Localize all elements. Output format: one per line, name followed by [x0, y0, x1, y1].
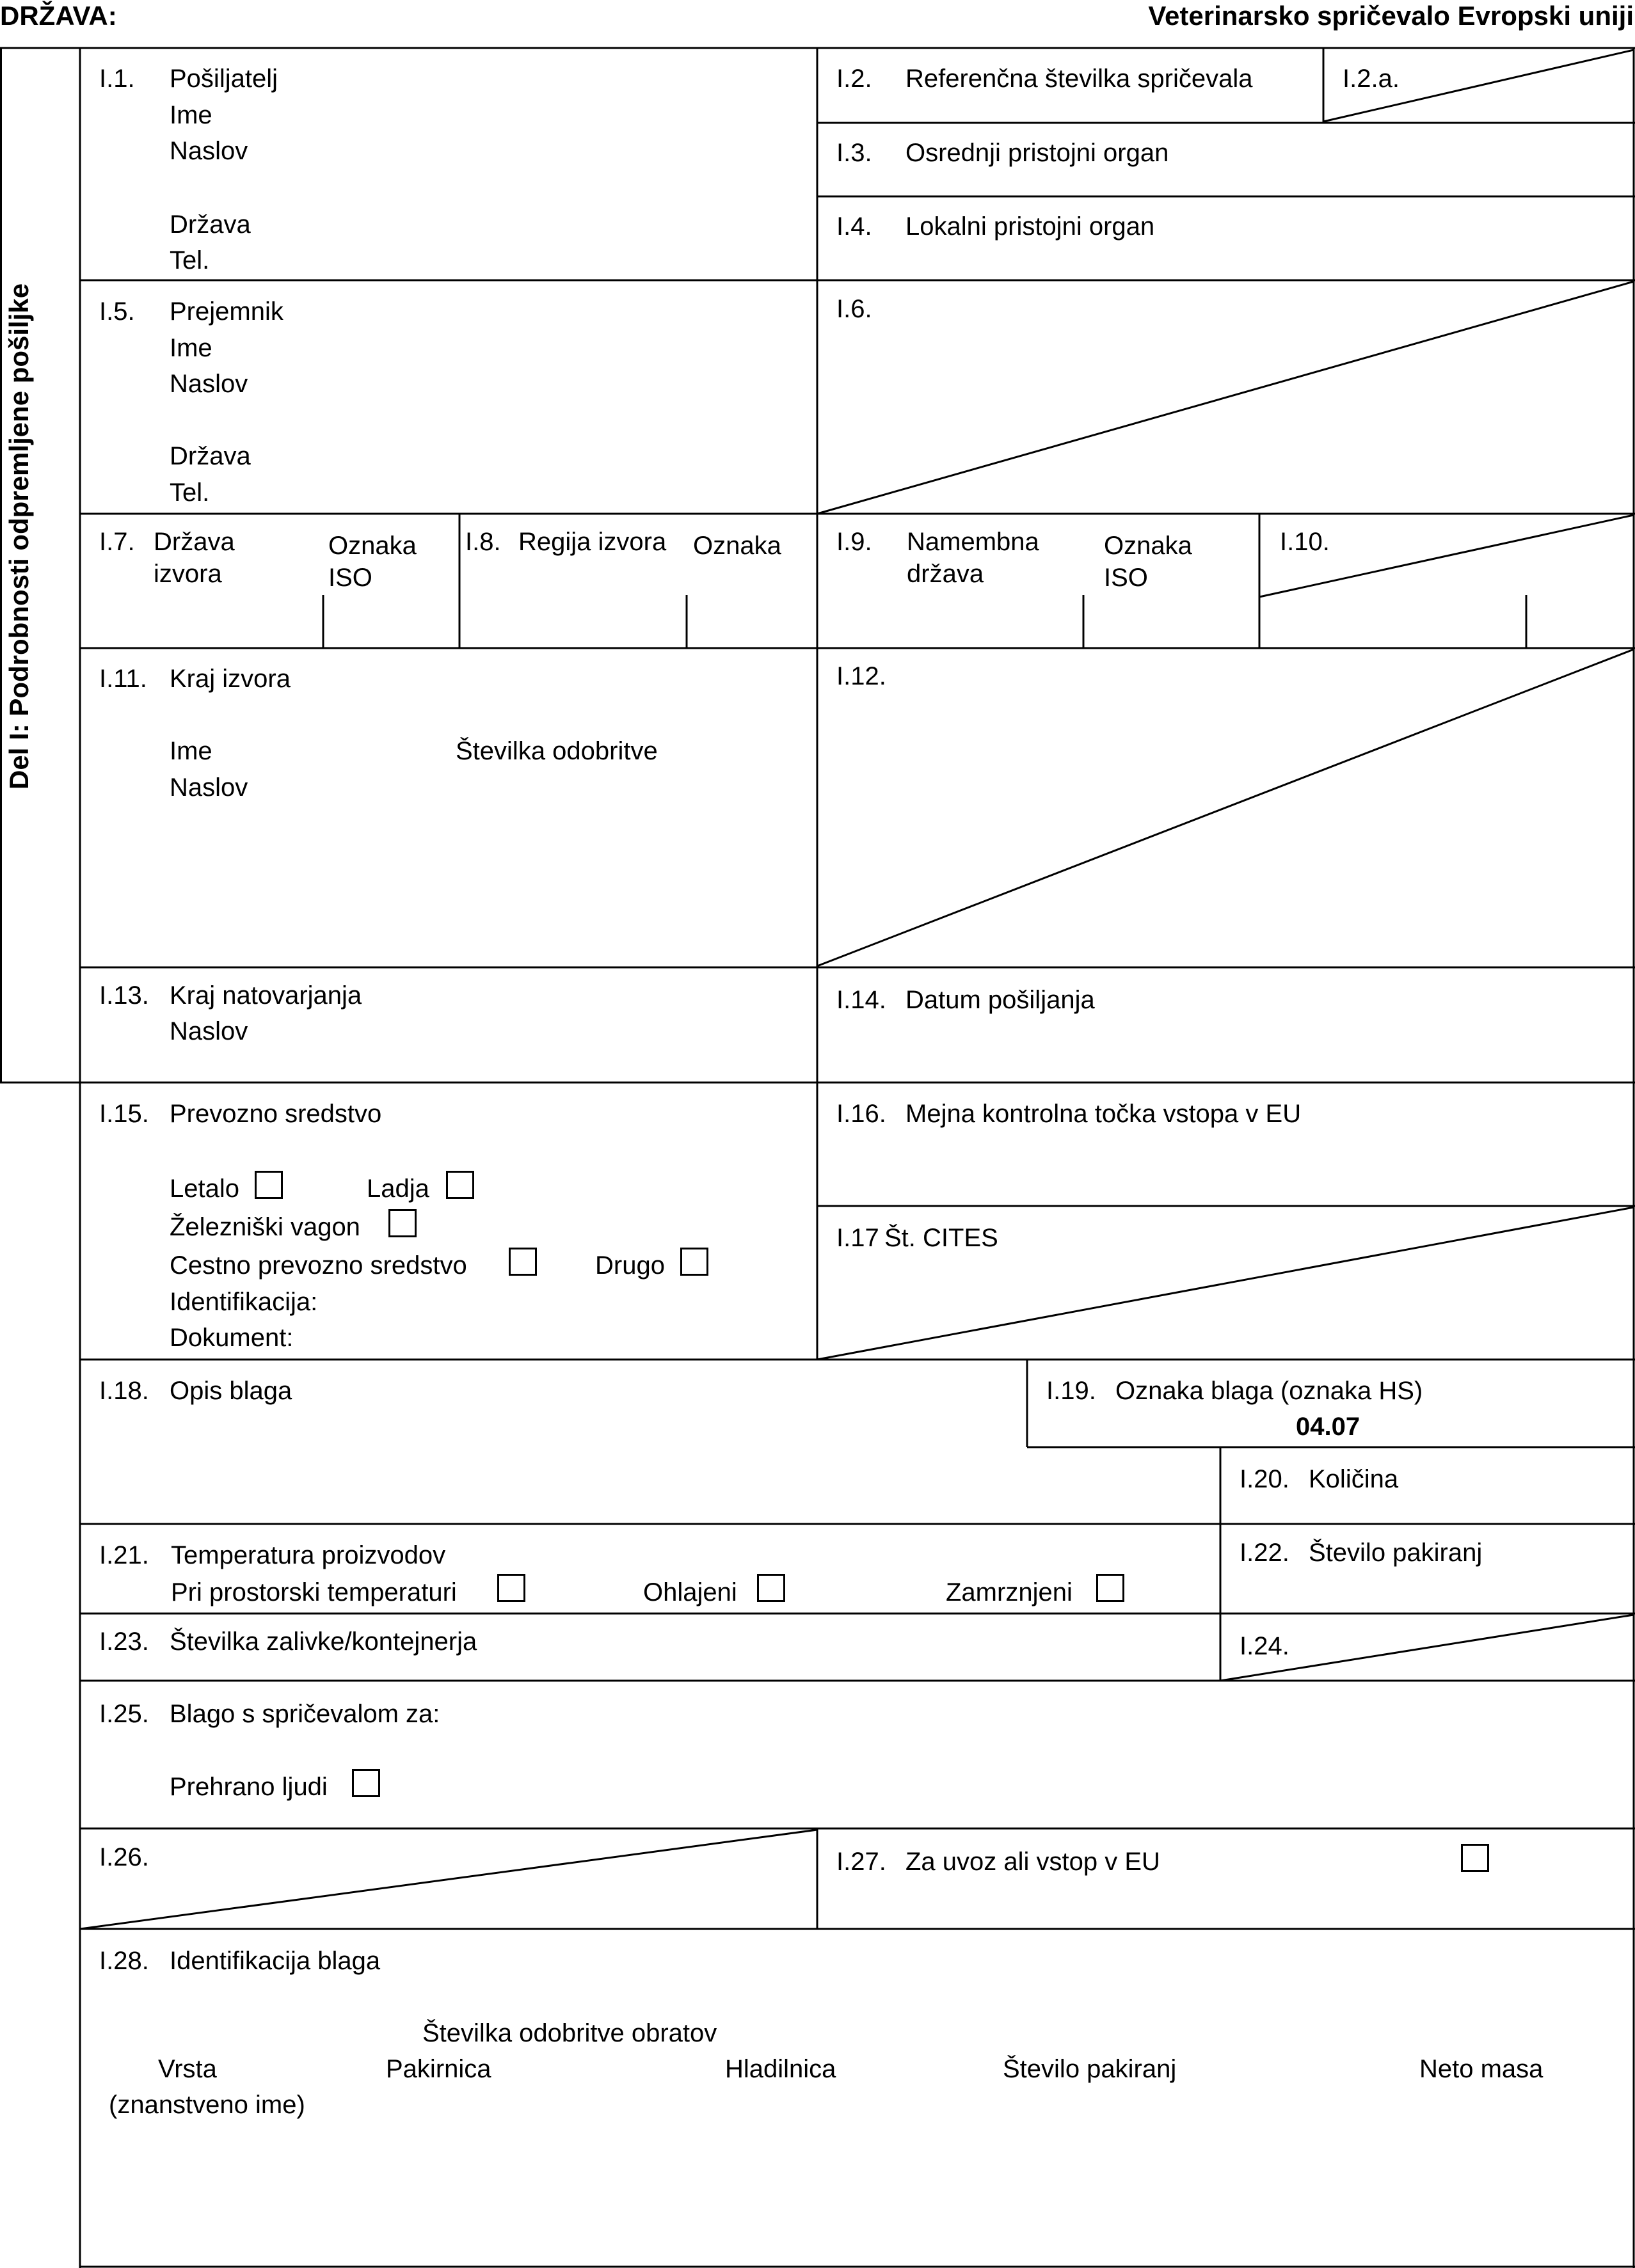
- f28-species-header: Vrsta: [158, 2055, 217, 2083]
- f28-cold-store-header: Hladilnica: [725, 2055, 836, 2083]
- f19-num: I.19.: [1046, 1377, 1096, 1405]
- f9-num: I.9.: [836, 528, 872, 556]
- f26-num: I.26.: [99, 1843, 149, 1871]
- hs-code: 04.07: [1296, 1413, 1360, 1441]
- f15-rail-checkbox[interactable]: [388, 1209, 417, 1237]
- f28-scientific-name-header: (znanstveno ime): [109, 2091, 305, 2119]
- f5-tel: Tel.: [170, 479, 210, 507]
- f15-other-label: Drugo: [595, 1251, 665, 1280]
- f13-num: I.13.: [99, 981, 149, 1010]
- f9-title-2: država: [907, 560, 984, 588]
- section-title: Del I: Podrobnosti odpremljene pošiljke: [4, 283, 34, 789]
- f5-name: Ime: [170, 334, 212, 362]
- f18-num: I.18.: [99, 1377, 149, 1405]
- f11-title: Kraj izvora: [170, 665, 291, 693]
- f23-num: I.23.: [99, 1628, 149, 1656]
- certificate-title: Veterinarsko spričevalo Evropski uniji: [1148, 1, 1634, 31]
- f7-title-2: izvora: [154, 560, 222, 588]
- f23-title: Številka zalivke/kontejnerja: [170, 1628, 477, 1656]
- f28-title: Identifikacija blaga: [170, 1947, 381, 1975]
- f15-rail-label: Železniški vagon: [170, 1213, 360, 1241]
- f24-num: I.24.: [1240, 1632, 1289, 1660]
- f15-document: Dokument:: [170, 1324, 294, 1352]
- f8-num: I.8.: [465, 528, 501, 556]
- f7-title-1: Država: [154, 528, 235, 556]
- f27-import-checkbox[interactable]: [1461, 1844, 1489, 1872]
- f8-code: Oznaka: [693, 532, 781, 560]
- country-label: DRŽAVA:: [0, 1, 117, 31]
- f13-address: Naslov: [170, 1017, 248, 1045]
- f5-country: Država: [170, 442, 251, 470]
- f18-title: Opis blaga: [170, 1377, 292, 1405]
- f21-title: Temperatura proizvodov: [171, 1541, 446, 1569]
- f2a-num: I.2.a.: [1343, 65, 1400, 93]
- f3-title: Osrednji pristojni organ: [905, 139, 1169, 167]
- f15-aircraft-label: Letalo: [170, 1175, 239, 1203]
- f1-address: Naslov: [170, 137, 248, 165]
- f25-human-consumption-checkbox[interactable]: [352, 1769, 380, 1797]
- f11-name: Ime: [170, 737, 212, 765]
- f10-num: I.10.: [1280, 528, 1330, 556]
- f1-tel: Tel.: [170, 246, 210, 274]
- f22-num: I.22.: [1240, 1539, 1289, 1567]
- f25-title: Blago s spričevalom za:: [170, 1700, 440, 1728]
- f28-num: I.28.: [99, 1947, 149, 1975]
- f15-identification: Identifikacija:: [170, 1288, 318, 1316]
- f28-packages-header: Število pakiranj: [1003, 2055, 1177, 2083]
- f15-aircraft-checkbox[interactable]: [255, 1171, 283, 1199]
- f16-num: I.16.: [836, 1100, 886, 1128]
- f9-iso-2: ISO: [1104, 564, 1148, 592]
- f25-num: I.25.: [99, 1700, 149, 1728]
- f15-ship-checkbox[interactable]: [446, 1171, 474, 1199]
- f2-num: I.2.: [836, 65, 872, 93]
- f20-title: Količina: [1309, 1465, 1399, 1493]
- f3-num: I.3.: [836, 139, 872, 167]
- f5-title: Prejemnik: [170, 297, 283, 326]
- f15-ship-label: Ladja: [367, 1175, 429, 1203]
- f1-title: Pošiljatelj: [170, 65, 278, 93]
- f21-frozen-label: Zamrznjeni: [946, 1578, 1073, 1606]
- f28-approval-header: Številka odobritve obratov: [422, 2019, 717, 2047]
- f11-address: Naslov: [170, 773, 248, 802]
- f1-country: Država: [170, 210, 251, 239]
- f15-num: I.15.: [99, 1100, 149, 1128]
- f21-chilled-checkbox[interactable]: [757, 1574, 785, 1602]
- f7-num: I.7.: [99, 528, 135, 556]
- f19-title: Oznaka blaga (oznaka HS): [1115, 1377, 1423, 1405]
- f9-iso-1: Oznaka: [1104, 532, 1192, 560]
- f22-title: Število pakiranj: [1309, 1539, 1483, 1567]
- f5-address: Naslov: [170, 370, 248, 398]
- f15-road-label: Cestno prevozno sredstvo: [170, 1251, 467, 1280]
- f14-title: Datum pošiljanja: [905, 986, 1095, 1014]
- f17-num: I.17: [836, 1224, 879, 1252]
- f21-ambient-checkbox[interactable]: [497, 1574, 525, 1602]
- f6-num: I.6.: [836, 295, 872, 323]
- f27-title: Za uvoz ali vstop v EU: [905, 1848, 1160, 1876]
- f21-frozen-checkbox[interactable]: [1096, 1574, 1124, 1602]
- f16-title: Mejna kontrolna točka vstopa v EU: [905, 1100, 1302, 1128]
- f20-num: I.20.: [1240, 1465, 1289, 1493]
- f5-num: I.5.: [99, 297, 135, 326]
- f11-approval: Številka odobritve: [456, 737, 658, 765]
- f7-iso-1: Oznaka: [328, 532, 417, 560]
- f13-title: Kraj natovarjanja: [170, 981, 362, 1010]
- f1-name: Ime: [170, 101, 212, 129]
- f27-num: I.27.: [836, 1848, 886, 1876]
- f1-num: I.1.: [99, 65, 135, 93]
- f11-num: I.11.: [99, 665, 147, 693]
- f21-chilled-label: Ohlajeni: [643, 1578, 737, 1606]
- f21-ambient-label: Pri prostorski temperaturi: [171, 1578, 457, 1606]
- f17-title: Št. CITES: [884, 1224, 998, 1252]
- f12-num: I.12.: [836, 662, 886, 690]
- f25-human-consumption-label: Prehrano ljudi: [170, 1773, 328, 1801]
- f9-title-1: Namembna: [907, 528, 1039, 556]
- f8-title: Regija izvora: [518, 528, 667, 556]
- f14-num: I.14.: [836, 986, 886, 1014]
- f2-title: Referenčna številka spričevala: [905, 65, 1253, 93]
- f4-num: I.4.: [836, 212, 872, 241]
- f15-title: Prevozno sredstvo: [170, 1100, 382, 1128]
- f15-other-checkbox[interactable]: [680, 1248, 708, 1276]
- f28-packing-plant-header: Pakirnica: [386, 2055, 491, 2083]
- f7-iso-2: ISO: [328, 564, 372, 592]
- f15-road-checkbox[interactable]: [509, 1248, 537, 1276]
- f28-net-weight-header: Neto masa: [1419, 2055, 1543, 2083]
- f21-num: I.21.: [99, 1541, 149, 1569]
- f4-title: Lokalni pristojni organ: [905, 212, 1155, 241]
